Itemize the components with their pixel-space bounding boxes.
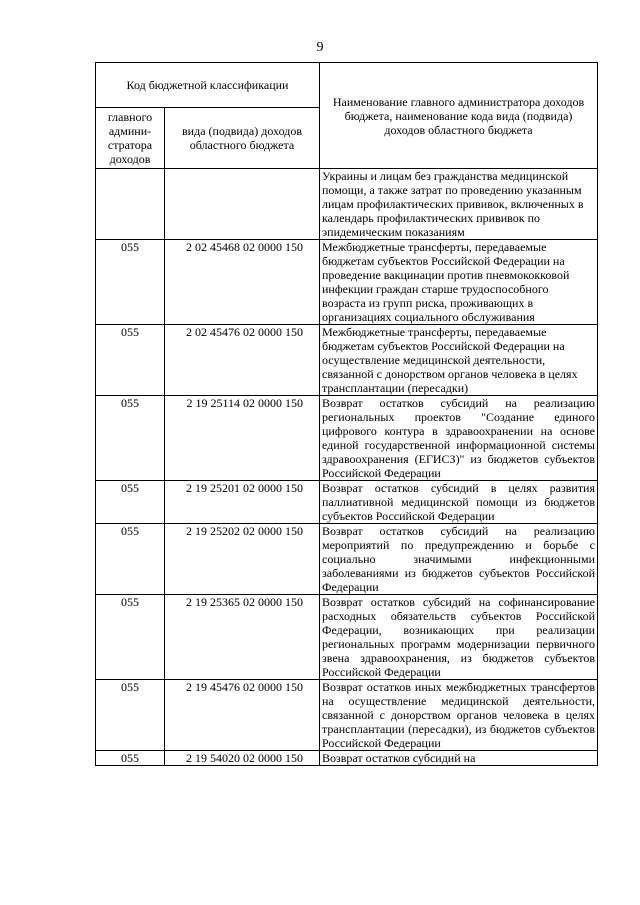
admin-code-cell: 055: [96, 680, 165, 751]
table-row: [96, 396, 598, 481]
budget-code-cell: 2 02 45476 02 0000 150: [165, 325, 320, 396]
header-name-column: Наименование главного администратора доходов бюджета, наименование кода вида (подвида) доходов областного бюджета: [320, 63, 598, 169]
admin-code-cell: 055: [96, 325, 165, 396]
table-row: [96, 680, 598, 751]
admin-code-cell: 055: [96, 751, 165, 766]
budget-code-cell: 2 02 45468 02 0000 150: [165, 240, 320, 325]
header-admin-column: главного админи-стратора доходов: [96, 108, 165, 169]
table-header-row: [96, 63, 598, 108]
admin-code-cell: 055: [96, 595, 165, 680]
admin-code-cell: 055: [96, 481, 165, 524]
description-cell: Межбюджетные трансферты, передаваемые бюджетам субъектов Российской Федерации на проведение вакцинации против пневмококковой инфекции граждан старше трудоспособного возраста из групп риска, проживающих в организациях социального обслуживания: [320, 240, 598, 325]
description-cell: Возврат остатков субсидий на софинансирование расходных обязательств субъектов Российской Федерации, возникающих при реализации региональных программ модернизации первичного звена здравоохранения, из бюджетов субъектов Российской Федерации: [320, 595, 598, 680]
page-number: 9: [316, 40, 324, 55]
budget-code-cell: 2 19 54020 02 0000 150: [165, 751, 320, 766]
budget-code-cell: 2 19 25201 02 0000 150: [165, 481, 320, 524]
description-cell: Возврат остатков субсидий на реализацию мероприятий по предупреждению и борьбе с социально значимыми инфекционными заболеваниями из бюджетов субъектов Российской Федерации: [320, 524, 598, 595]
description-cell: Возврат остатков субсидий на: [320, 751, 598, 766]
budget-code-cell: 2 19 25114 02 0000 150: [165, 396, 320, 481]
admin-code-cell: 055: [96, 396, 165, 481]
description-cell: Возврат остатков иных межбюджетных трансфертов на осуществление медицинской деятельности, связанной с донорством органов человека в целях трансплантации (пересадки), из бюджетов субъектов Российской Федерации: [320, 680, 598, 751]
header-code-column: вида (подвида) доходов областного бюджета: [165, 108, 320, 169]
table-row: [96, 325, 598, 396]
budget-code-cell: [165, 169, 320, 240]
description-cell: Межбюджетные трансферты, передаваемые бюджетам субъектов Российской Федерации на осуществление медицинской деятельности, связанной с донорством органов человека в целях трансплантации (пересадки): [320, 325, 598, 396]
admin-code-cell: 055: [96, 524, 165, 595]
description-cell: Украины и лицам без гражданства медицинской помощи, а также затрат по проведению указанным лицам профилактических прививок, включенных в календарь профилактических прививок по эпидемическим показаниям: [320, 169, 598, 240]
table-row: [96, 751, 598, 766]
admin-code-cell: 055: [96, 240, 165, 325]
table-row: [96, 595, 598, 680]
header-group-title: Код бюджетной классификации: [96, 63, 320, 108]
table-row: [96, 481, 598, 524]
description-cell: Возврат остатков субсидий в целях развития паллиативной медицинской помощи из бюджетов субъектов Российской Федерации: [320, 481, 598, 524]
table-row: [96, 169, 598, 240]
budget-code-cell: 2 19 45476 02 0000 150: [165, 680, 320, 751]
admin-code-cell: [96, 169, 165, 240]
budget-classification-table: [95, 62, 598, 766]
table-row: [96, 524, 598, 595]
description-cell: Возврат остатков субсидий на реализацию региональных проектов "Создание единого цифрового контура в здравоохранении на основе единой государственной информационной системы здравоохранения (ЕГИСЗ)" из бюджетов субъектов Российской Федерации: [320, 396, 598, 481]
table-row: [96, 240, 598, 325]
budget-code-cell: 2 19 25202 02 0000 150: [165, 524, 320, 595]
budget-code-cell: 2 19 25365 02 0000 150: [165, 595, 320, 680]
